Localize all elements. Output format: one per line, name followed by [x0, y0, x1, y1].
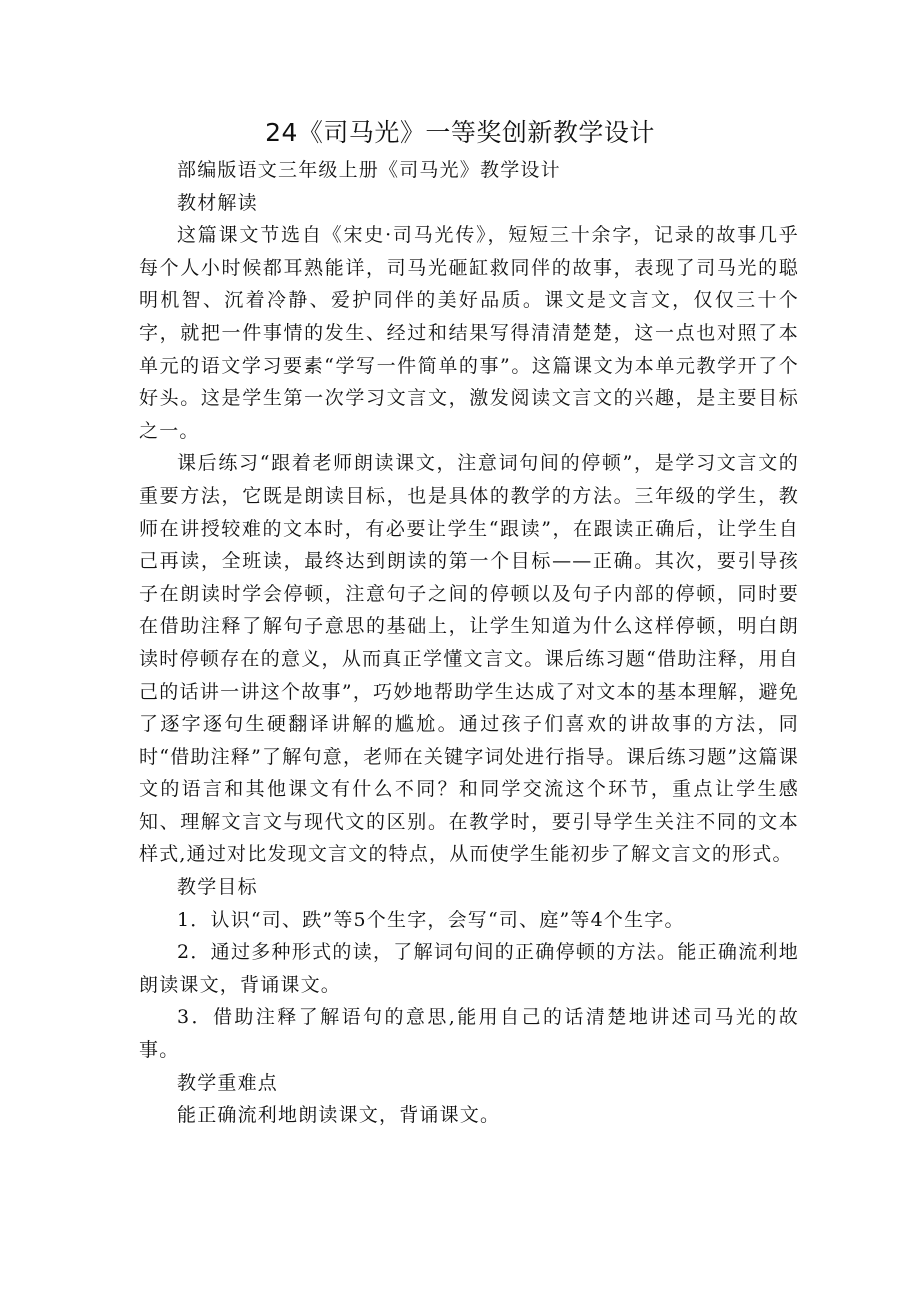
paragraph-textbook-analysis-2: 课后练习“跟着老师朗读课文，注意词句间的停顿”，是学习文言文的重要方法，它既是朗读目标，也是具体的教学的方法。三年级的学生，教师在讲授较难的文本时，有必要让学生“跟读”，在跟读正确后，让学生自己再读，全班读，最终达到朗读的第一个目标——正确。其次，要引导孩子在朗读时学会停顿，注意句子之间的停顿以及句子内部的停顿，同时要在借助注释了解句子意思的基础上，让学生知道为什么这样停顿，明白朗读时停顿存在的意义，从而真正学懂文言文。课后练习题“借助注释，用自己的话讲一讲这个故事”，巧妙地帮助学生达成了对文本的基本理解，避免了逐字逐句生硬翻译讲解的尴尬。通过孩子们喜欢的讲故事的方法，同时“借助注释”了解句意，老师在关键字词处进行指导。课后练习题”这篇课文的语言和其他课文有什么不同？和同学交流这个环节，重点让学生感知、理解文言文与现代文的区别。在教学时，要引导学生关注不同的文本样式,通过对比发现文言文的特点，从而使学生能初步了解文言文的形式。: [139, 452, 799, 866]
teaching-goal-3: 3．借助注释了解语句的意思,能用自己的话清楚地讲述司马光的故事。: [139, 1006, 799, 1062]
teaching-goal-2: 2．通过多种形式的读，了解词句间的正确停顿的方法。能正确流利地朗读课文，背诵课文。: [139, 941, 799, 996]
paragraph-textbook-analysis-1: 这篇课文节选自《宋史·司马光传》，短短三十余字，记录的故事几乎每个人小时候都耳熟能详，司马光砸缸救同伴的故事，表现了司马光的聪明机智、沉着冷静、爱护同伴的美好品质。课文是文言文，仅仅三十个字，就把一件事情的发生、经过和结果写得清清楚楚，这一点也对照了本单元的语文学习要素“学写一件简单的事”。这篇课文为本单元教学开了个好头。这是学生第一次学习文言文，激发阅读文言文的兴趣，是主要目标之一。: [139, 224, 799, 442]
paragraph-key-points: 能正确流利地朗读课文，背诵课文。: [177, 1104, 501, 1127]
section-heading-key-points: 教学重难点: [177, 1071, 279, 1094]
document-body: [139, 154, 799, 1132]
teaching-goal-1: 1．认识“司、跌”等5个生字，会写“司、庭”等4个生字。: [177, 908, 685, 931]
document-title: 24《司马光》一等奖创新教学设计: [265, 118, 655, 147]
section-heading-textbook-analysis: 教材解读: [177, 191, 258, 214]
subtitle: 部编版语文三年级上册《司马光》教学设计: [177, 159, 561, 181]
section-heading-teaching-goals: 教学目标: [177, 876, 258, 899]
